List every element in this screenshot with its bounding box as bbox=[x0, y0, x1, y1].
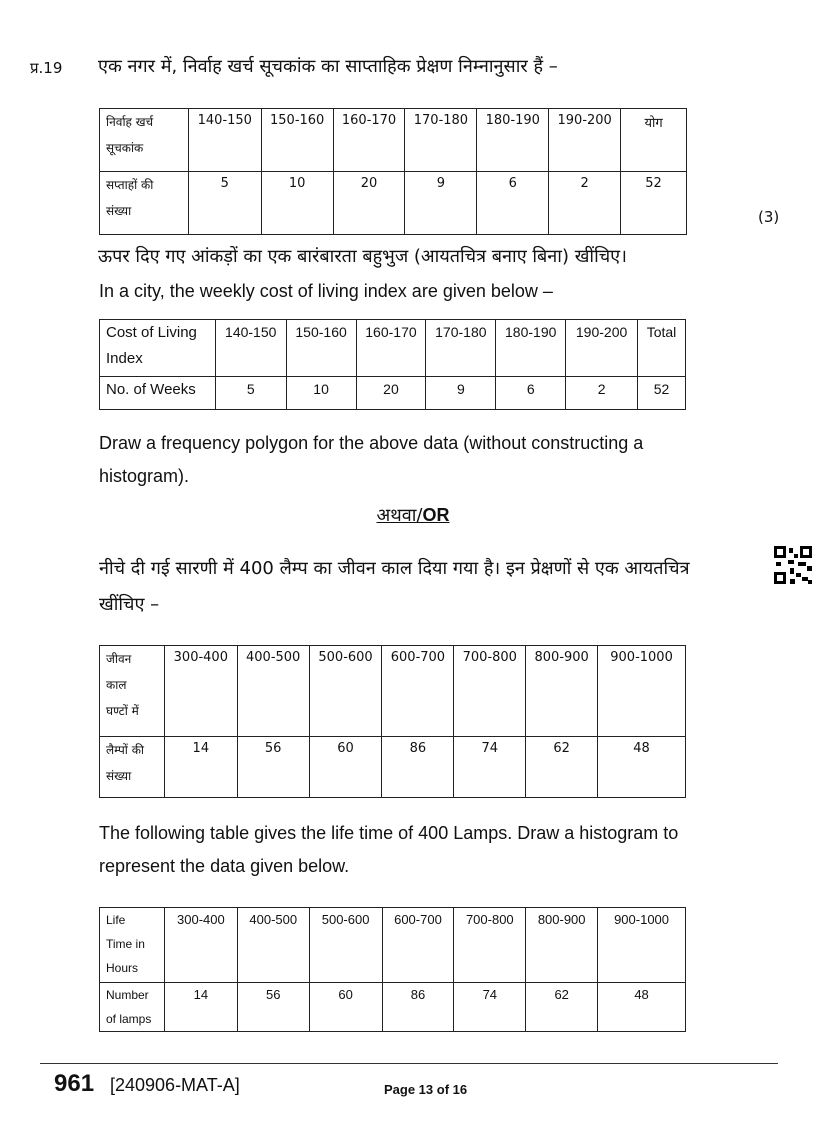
class-cell: 140-150 bbox=[215, 320, 286, 377]
instruction-hindi: ऊपर दिए गए आंकड़ों का एक बारंबारता बहुभुज (आयतचित्र बनाए बिना) खींचिए। bbox=[98, 246, 627, 267]
row-label-line: जीवन bbox=[106, 652, 132, 666]
row-label-line: संख्या bbox=[106, 204, 132, 218]
footer-rule bbox=[40, 1063, 778, 1064]
value-cell: 5 bbox=[188, 172, 261, 235]
or-hindi: अथवा bbox=[376, 505, 417, 526]
question-text-hindi: एक नगर में, निर्वाह खर्च सूचकांक का साप्ताहिक प्रेक्षण निम्नानुसार हैं – bbox=[98, 56, 558, 77]
class-cell: 180-190 bbox=[477, 109, 549, 172]
value-cell: 14 bbox=[164, 737, 237, 798]
qr-code-icon bbox=[774, 546, 812, 584]
value-cell: 62 bbox=[526, 983, 598, 1032]
row-label-line: of lamps bbox=[106, 1012, 152, 1026]
value-cell: 86 bbox=[382, 737, 454, 798]
value-cell: 56 bbox=[237, 737, 309, 798]
class-cell: 600-700 bbox=[382, 908, 454, 983]
table-row bbox=[100, 109, 687, 172]
question-number: प्र.19 bbox=[30, 59, 63, 77]
class-cell: 160-170 bbox=[333, 109, 405, 172]
total-header-cell: योग bbox=[621, 109, 687, 172]
value-cell: 6 bbox=[477, 172, 549, 235]
value-cell: 74 bbox=[454, 737, 526, 798]
table-row bbox=[100, 908, 686, 983]
row-label-line: Time in bbox=[106, 937, 145, 951]
value-cell: 2 bbox=[549, 172, 621, 235]
value-cell: 5 bbox=[215, 377, 286, 410]
intro-english: In a city, the weekly cost of living index are given below – bbox=[99, 281, 553, 301]
total-header-cell: Total bbox=[638, 320, 686, 377]
row-label-line: सप्ताहों की bbox=[106, 178, 154, 192]
value-cell: 10 bbox=[261, 172, 333, 235]
row-label-line: Number bbox=[106, 988, 149, 1002]
value-cell: 48 bbox=[598, 737, 686, 798]
class-cell: 600-700 bbox=[382, 646, 454, 737]
row-label-line: निर्वाह खर्च bbox=[106, 115, 154, 129]
row-label-line: सूचकांक bbox=[106, 141, 144, 155]
class-cell: 190-200 bbox=[549, 109, 621, 172]
row-label bbox=[100, 983, 165, 1032]
value-cell: 62 bbox=[526, 737, 598, 798]
class-cell: 700-800 bbox=[454, 908, 526, 983]
row-label bbox=[100, 109, 189, 172]
table-row bbox=[100, 377, 686, 410]
row-label bbox=[100, 320, 216, 377]
table-row bbox=[100, 172, 687, 235]
value-cell: 9 bbox=[405, 172, 477, 235]
class-cell: 900-1000 bbox=[598, 908, 686, 983]
value-cell: 2 bbox=[566, 377, 638, 410]
row-label-line: Index bbox=[106, 350, 143, 367]
class-cell: 170-180 bbox=[405, 109, 477, 172]
question2-text-english: The following table gives the life time of 400 Lamps. Draw a histogram to represent the data given below. bbox=[99, 823, 679, 876]
value-cell: 6 bbox=[496, 377, 566, 410]
or-slash: / bbox=[416, 505, 423, 526]
value-cell: 10 bbox=[286, 377, 356, 410]
row-label bbox=[100, 908, 165, 983]
class-cell: 190-200 bbox=[566, 320, 638, 377]
lamp-life-table-hindi bbox=[99, 645, 686, 798]
value-cell: 20 bbox=[333, 172, 405, 235]
row-label bbox=[100, 646, 165, 737]
cost-index-table-hindi bbox=[99, 108, 687, 235]
row-label-line: Cost of Living bbox=[106, 324, 197, 341]
class-cell: 800-900 bbox=[526, 908, 598, 983]
row-label: No. of Weeks bbox=[100, 377, 216, 410]
value-cell: 60 bbox=[309, 737, 382, 798]
class-cell: 160-170 bbox=[356, 320, 426, 377]
table-row bbox=[100, 737, 686, 798]
value-cell: 20 bbox=[356, 377, 426, 410]
value-cell: 86 bbox=[382, 983, 454, 1032]
or-separator bbox=[0, 503, 826, 527]
table-row bbox=[100, 320, 686, 377]
class-cell: 700-800 bbox=[454, 646, 526, 737]
row-label-line: Hours bbox=[106, 961, 139, 975]
row-label-line: लैम्पों की bbox=[106, 743, 145, 757]
value-cell: 9 bbox=[426, 377, 496, 410]
row-label-line: काल bbox=[106, 678, 127, 692]
value-cell: 14 bbox=[164, 983, 237, 1032]
value-cell: 48 bbox=[598, 983, 686, 1032]
class-cell: 300-400 bbox=[164, 646, 237, 737]
class-cell: 150-160 bbox=[286, 320, 356, 377]
row-label bbox=[100, 737, 165, 798]
question2-text-hindi: नीचे दी गई सारणी में 400 लैम्प का जीवन काल दिया गया है। इन प्रेक्षणों से एक आयतचित्र खींचिए – bbox=[99, 558, 690, 615]
instruction-english: Draw a frequency polygon for the above data (without constructing a histogram). bbox=[99, 433, 644, 486]
class-cell: 400-500 bbox=[237, 646, 309, 737]
class-cell: 800-900 bbox=[526, 646, 598, 737]
marks-label: (3) bbox=[758, 208, 780, 226]
class-cell: 170-180 bbox=[426, 320, 496, 377]
total-value-cell: 52 bbox=[621, 172, 687, 235]
class-cell: 500-600 bbox=[309, 646, 382, 737]
total-value-cell: 52 bbox=[638, 377, 686, 410]
value-cell: 60 bbox=[309, 983, 382, 1032]
row-label bbox=[100, 172, 189, 235]
class-cell: 140-150 bbox=[188, 109, 261, 172]
value-cell: 56 bbox=[237, 983, 309, 1032]
class-cell: 150-160 bbox=[261, 109, 333, 172]
page-number: Page 13 of 16 bbox=[384, 1082, 468, 1097]
class-cell: 300-400 bbox=[164, 908, 237, 983]
lamp-life-table-english bbox=[99, 907, 686, 1032]
class-cell: 500-600 bbox=[309, 908, 382, 983]
table-row bbox=[100, 983, 686, 1032]
row-label-line: Life bbox=[106, 913, 126, 927]
value-cell: 74 bbox=[454, 983, 526, 1032]
row-label-line: घण्टों में bbox=[106, 704, 139, 718]
or-english: OR bbox=[422, 505, 450, 525]
paper-code-number: 961 bbox=[54, 1070, 95, 1097]
table-row bbox=[100, 646, 686, 737]
class-cell: 400-500 bbox=[237, 908, 309, 983]
cost-index-table-english bbox=[99, 319, 686, 410]
class-cell: 180-190 bbox=[496, 320, 566, 377]
row-label-line: संख्या bbox=[106, 769, 132, 783]
class-cell: 900-1000 bbox=[598, 646, 686, 737]
paper-code: [240906-MAT-A] bbox=[110, 1075, 240, 1095]
